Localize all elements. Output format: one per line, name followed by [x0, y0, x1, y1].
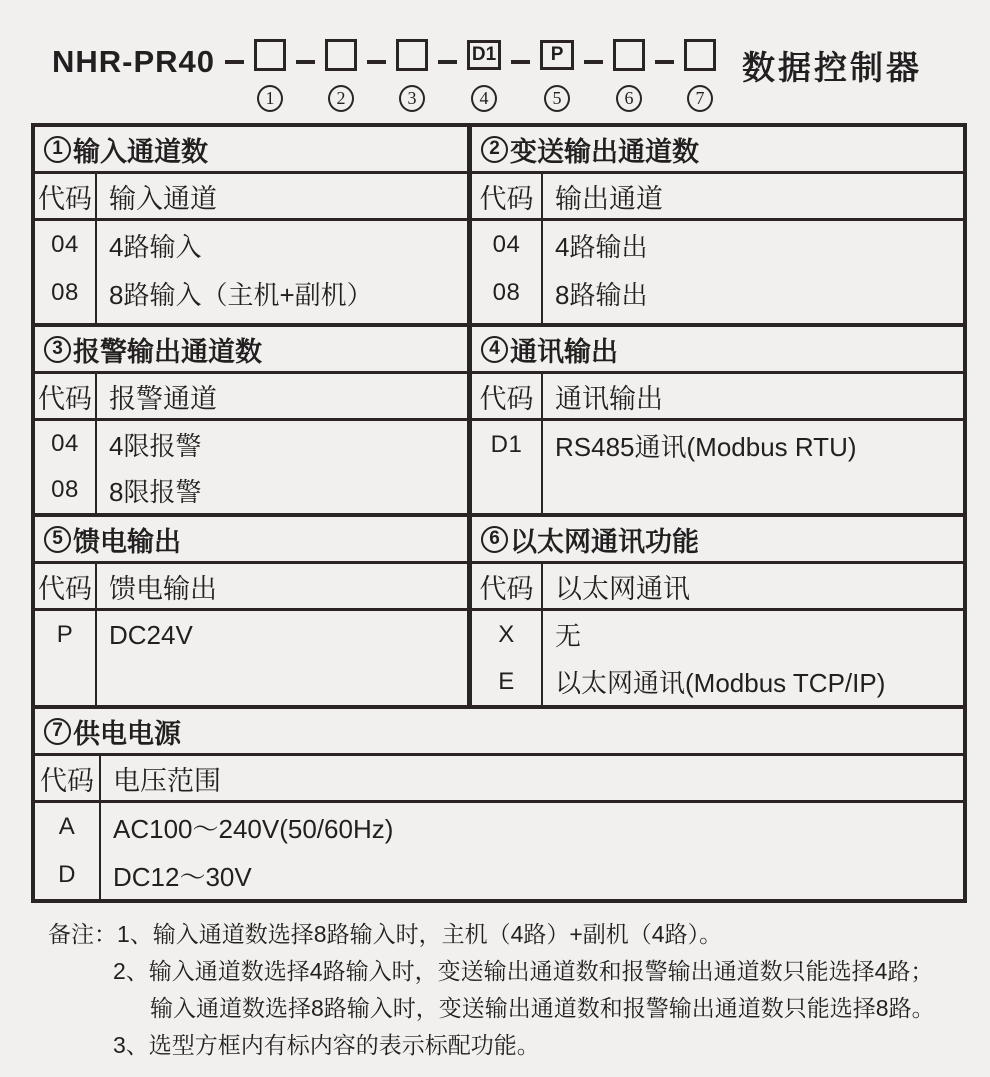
desc-column [543, 611, 963, 705]
section-title [35, 517, 467, 564]
code-column-header: 代码 [472, 374, 543, 418]
section-body [35, 803, 963, 899]
code-column [472, 421, 543, 513]
dash-separator [225, 60, 244, 64]
code-column-header: 代码 [472, 564, 543, 608]
code-cell: D [58, 861, 76, 888]
option-box-column-2 [325, 34, 357, 112]
section-title-text: 通讯输出 [510, 336, 618, 367]
circled-number-5: 5 [544, 85, 570, 112]
dash-separator [367, 60, 386, 64]
notes-label: 备注： [48, 921, 117, 947]
desc-column-header: 电压范围 [113, 765, 221, 796]
note-line-2-continued: 输入通道数选择8路输入时，变送输出通道数和报警输出通道数只能选择8路。 [150, 995, 935, 1021]
section-number-icon: 7 [44, 718, 71, 745]
table-band-3 [35, 513, 963, 705]
section-body [35, 221, 467, 323]
desc-cell: 4限报警 [109, 430, 202, 461]
dash-separator [655, 60, 674, 64]
code-column [472, 221, 543, 323]
section-comm-output [467, 327, 963, 513]
section-number-icon: 1 [44, 136, 71, 163]
section-title [472, 327, 963, 374]
section-title-text: 以太网通讯功能 [510, 526, 699, 557]
code-cell: 04 [492, 231, 521, 258]
circled-number-1: 1 [257, 85, 283, 112]
desc-column [101, 803, 963, 899]
option-box-column-6 [613, 34, 645, 112]
section-header-row [35, 374, 467, 421]
circled-number-4: 4 [471, 85, 497, 112]
product-name: 数据控制器 [742, 49, 923, 86]
circled-number-7: 7 [687, 85, 713, 112]
code-cell: 04 [51, 231, 79, 258]
code-column-header: 代码 [35, 174, 97, 218]
option-box-3 [396, 39, 428, 71]
desc-cell: AC100～240V(50/60Hz) [113, 813, 394, 844]
desc-cell: RS485通讯(Modbus RTU) [555, 431, 857, 462]
desc-cell: DC24V [109, 619, 193, 650]
section-power-supply [35, 709, 963, 899]
dash-separator [296, 60, 315, 64]
table-band-1 [35, 127, 963, 323]
dash-separator [511, 60, 530, 64]
section-body [35, 611, 467, 705]
circled-number-2: 2 [328, 85, 354, 112]
option-box-column-7 [684, 34, 716, 112]
section-feed-power-output [35, 517, 467, 705]
code-cell: 08 [51, 279, 79, 306]
note-line-3: 3、选型方框内有标内容的表示标配功能。 [113, 1032, 540, 1058]
section-number-icon: 5 [44, 526, 71, 553]
section-title [472, 127, 963, 174]
desc-column [543, 221, 963, 323]
selection-table [31, 123, 967, 903]
desc-column [97, 221, 467, 323]
desc-cell: 以太网通讯(Modbus TCP/IP) [555, 668, 886, 698]
section-title [35, 709, 963, 756]
circled-number-3: 3 [399, 85, 425, 112]
option-box-7 [684, 39, 716, 71]
section-title [35, 327, 467, 374]
code-column [35, 221, 97, 323]
desc-column-header: 输出通道 [555, 183, 663, 214]
section-body [35, 421, 467, 513]
code-column [35, 421, 97, 513]
section-number-icon: 3 [44, 336, 71, 363]
desc-column-header: 馈电输出 [109, 573, 217, 604]
option-box-5: P [540, 40, 574, 70]
dash-separator [584, 60, 603, 64]
section-number-icon: 2 [481, 136, 508, 163]
desc-cell: 8路输出 [555, 279, 648, 310]
model-code-line [52, 34, 922, 112]
desc-column [97, 611, 467, 705]
table-band-2 [35, 323, 963, 513]
section-header-row [472, 564, 963, 611]
note-line-1 [48, 916, 935, 953]
model-segment-5 [501, 34, 574, 112]
desc-cell: 无 [555, 621, 582, 651]
code-cell: E [498, 667, 515, 695]
section-header-row [35, 174, 467, 221]
desc-column-header: 通讯输出 [555, 383, 663, 414]
desc-column [543, 421, 963, 513]
section-title-text: 供电电源 [73, 718, 181, 749]
code-cell: X [498, 620, 515, 648]
desc-cell: DC12～30V [113, 861, 252, 892]
section-title [472, 517, 963, 564]
code-column-header: 代码 [35, 564, 97, 608]
section-title-text: 报警输出通道数 [73, 336, 262, 367]
code-cell: 08 [51, 476, 79, 503]
model-segment-2 [286, 34, 357, 112]
section-title-text: 变送输出通道数 [510, 136, 699, 167]
section-header-row [472, 374, 963, 421]
note-line-2: 2、输入通道数选择4路输入时，变送输出通道数和报警输出通道数只能选择4路； [113, 958, 934, 984]
section-header-row [35, 756, 963, 803]
circled-number-6: 6 [616, 85, 642, 112]
desc-cell: 8限报警 [109, 476, 202, 507]
option-box-1 [254, 39, 286, 71]
option-box-column-4 [467, 34, 501, 112]
option-box-column-5 [540, 34, 574, 112]
code-column-header: 代码 [35, 756, 101, 800]
model-prefix: NHR-PR40 [52, 44, 216, 79]
section-transmit-output-channels [467, 127, 963, 323]
desc-column-header: 报警通道 [109, 383, 217, 414]
section-title-text: 馈电输出 [73, 526, 181, 557]
section-input-channels [35, 127, 467, 323]
desc-cell: 4路输入 [109, 231, 202, 262]
footnotes [0, 916, 935, 1064]
code-cell: 04 [51, 430, 79, 457]
model-segment-6 [574, 34, 645, 112]
option-box-4: D1 [467, 40, 501, 70]
option-box-2 [325, 39, 357, 71]
section-title-text: 输入通道数 [73, 136, 208, 167]
section-body [472, 221, 963, 323]
code-column [35, 803, 101, 899]
desc-column-header: 以太网通讯 [555, 573, 690, 604]
code-cell: D1 [490, 431, 523, 458]
model-segment-7 [645, 34, 716, 112]
code-column [35, 611, 97, 705]
code-column-header: 代码 [472, 174, 543, 218]
section-body [472, 611, 963, 705]
model-segment-4 [428, 34, 501, 112]
section-header-row [472, 174, 963, 221]
table-band-4 [35, 705, 963, 899]
code-cell: 08 [492, 279, 521, 306]
option-box-column-3 [396, 34, 428, 112]
section-title [35, 127, 467, 174]
code-cell: P [56, 621, 74, 648]
code-cell: A [58, 813, 76, 840]
code-column-header: 代码 [35, 374, 97, 418]
option-box-column-1 [254, 34, 286, 112]
desc-cell: 8路输入（主机+副机） [109, 279, 373, 310]
desc-column [97, 421, 467, 513]
section-body [472, 421, 963, 513]
section-alarm-output-channels [35, 327, 467, 513]
note-text: 1、输入通道数选择8路输入时，主机（4路）+副机（4路）。 [117, 921, 723, 947]
desc-column-header: 输入通道 [109, 183, 217, 214]
model-segment-3 [357, 34, 428, 112]
option-box-6 [613, 39, 645, 71]
dash-separator [438, 60, 457, 64]
code-column [472, 611, 543, 705]
section-number-icon: 6 [481, 526, 508, 553]
section-header-row [35, 564, 467, 611]
section-ethernet-comm [467, 517, 963, 705]
model-segment-1 [215, 34, 286, 112]
desc-cell: 4路输出 [555, 231, 648, 262]
section-number-icon: 4 [481, 336, 508, 363]
